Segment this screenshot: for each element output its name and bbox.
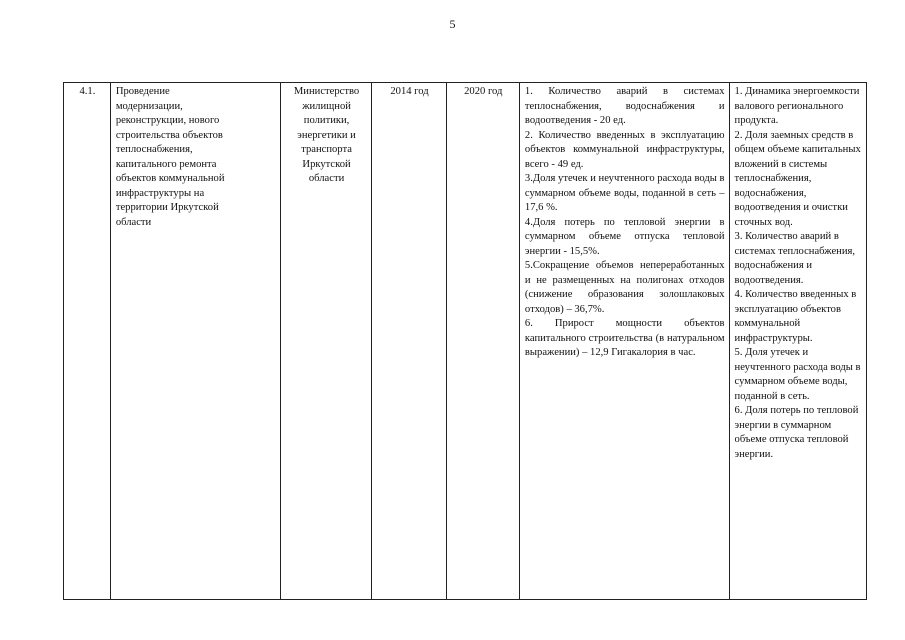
indicator-item: 6. Доля потерь по тепловой энергии в суммарном объеме отпуска тепловой энергии. (734, 405, 859, 460)
measure-name-line: модернизации, (115, 100, 183, 112)
result-item: 5.Сокращение объемов непереработанных и не размещенных на полигонах отходов (снижение образования золошлаковых отходов) – 36,7%. (524, 260, 725, 315)
indicators-cell (729, 83, 866, 600)
measure-name-cell (110, 83, 280, 600)
measure-name-line: строительства объектов (115, 129, 223, 141)
measure-name-line: реконструкции, нового (115, 115, 220, 126)
row-number: 4.1. (64, 83, 111, 600)
executor-line: политики, (303, 115, 350, 126)
measure-name-line: области (115, 216, 152, 228)
indicator-item: 5. Доля утечек и неучтенного расхода воды в суммарном объеме воды, поданной в сеть. (734, 347, 861, 402)
page-number: 5 (449, 17, 456, 31)
measure-name-line: теплоснабжения, (115, 144, 193, 155)
result-item: 6. Прирост мощности объектов капитального строительства (в натуральном выражении) – 12,9 Гигакалория в час. (524, 318, 725, 358)
executor-line: Министерство (293, 86, 360, 97)
end-year-cell: 2020 год (446, 83, 519, 600)
measure-name-line: инфраструктуры на (115, 187, 205, 199)
result-item: 3.Доля утечек и неучтенного расхода воды в суммарном объеме воды, поданной в сеть – 17,6 %. (524, 173, 725, 213)
executor-line: области (308, 173, 345, 184)
measure-name-line: объектов коммунальной (115, 173, 225, 184)
measure-name-line: территории Иркутской (115, 202, 219, 213)
executor-line: жилищной (302, 100, 351, 112)
executor-line: энергетики и (297, 129, 356, 141)
executor-line: Иркутской (302, 158, 351, 170)
start-year-cell: 2014 год (372, 83, 446, 600)
indicator-item: 1. Динамика энергоемкости валового регионального продукта. (734, 86, 860, 126)
measure-name-line: Проведение (115, 86, 170, 97)
executor-line: транспорта (301, 144, 352, 155)
indicator-item: 2. Доля заемных средств в общем объеме капитальных вложений в системы теплоснабжения, водоснабжения, водоотведения и очистки сточных вод. (734, 129, 861, 228)
measure-name-line: капитального ремонта (115, 158, 217, 170)
indicator-item: 4. Количество введенных в эксплуатацию объектов коммунальной инфраструктуры. (734, 289, 857, 344)
result-item: 4.Доля потерь по тепловой энергии в суммарном объеме отпуска тепловой энергии - 15,5%. (524, 216, 725, 257)
executor-cell (280, 83, 372, 600)
result-item: 1. Количество аварий в системах теплоснабжения, водоснабжения и водоотведения - 20 ед. (524, 86, 725, 126)
program-table (63, 82, 867, 600)
indicator-item: 3. Количество аварий в системах теплоснабжения, водоснабжения и водоотведения. (734, 231, 856, 286)
expected-results-cell (519, 83, 729, 600)
result-item: 2. Количество введенных в эксплуатацию объектов коммунальной инфраструктуры, всего - 49 ед. (524, 129, 725, 170)
table-row (64, 83, 867, 600)
